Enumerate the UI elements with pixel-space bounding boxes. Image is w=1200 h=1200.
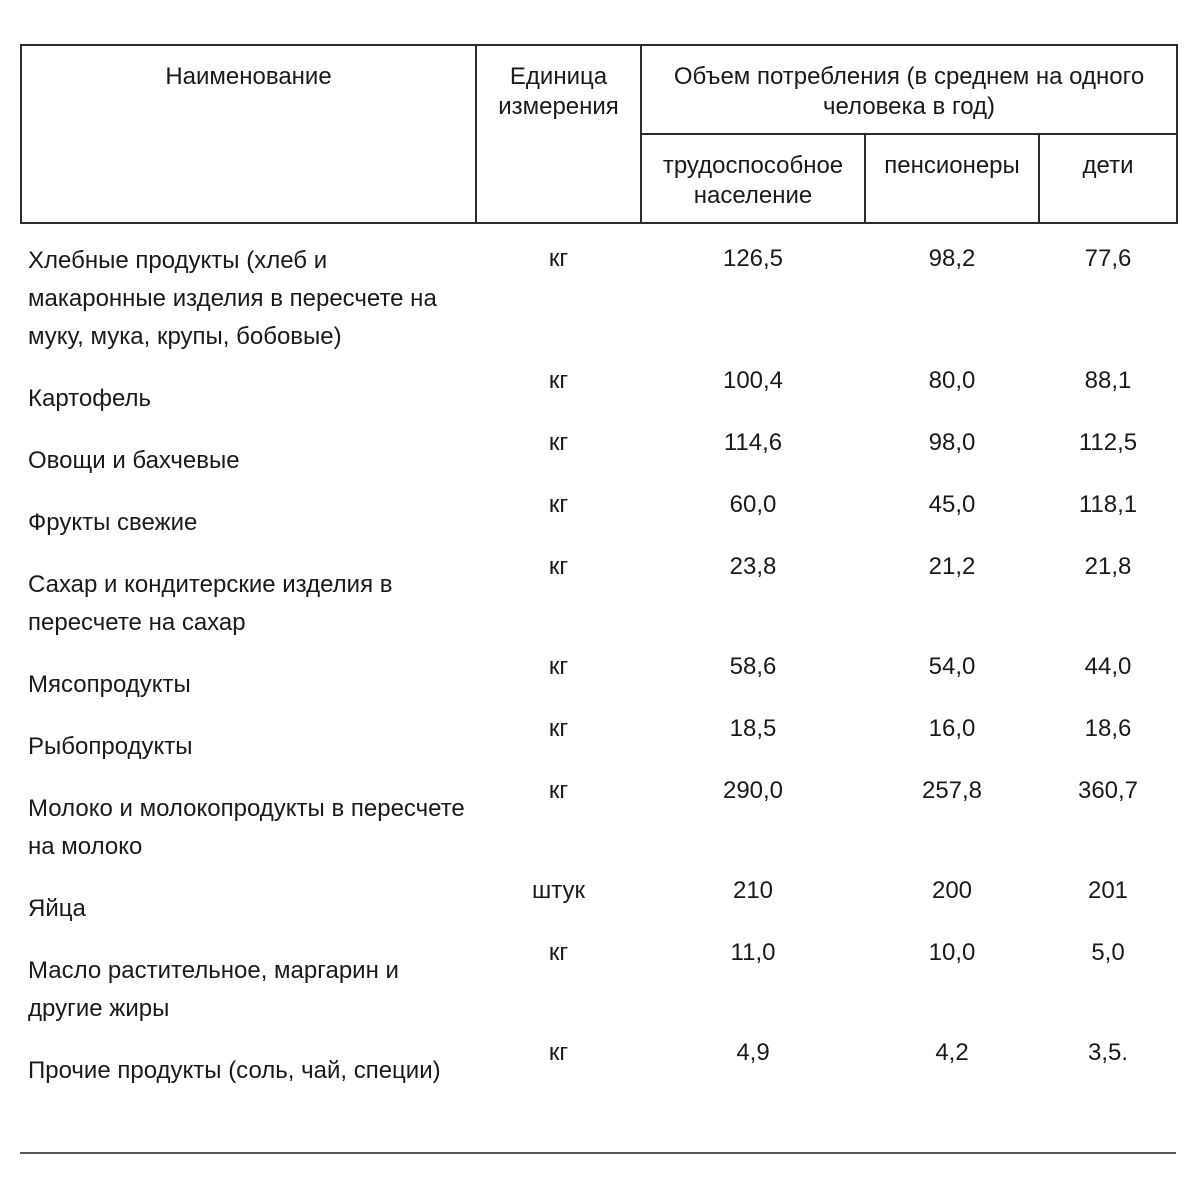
- header-children: дети: [1039, 134, 1177, 223]
- cell-unit: кг: [548, 1039, 569, 1066]
- cell-name: Прочие продукты (соль, чай, специи): [28, 1057, 441, 1084]
- table-body: [21, 223, 1177, 1098]
- table-row: [21, 874, 1177, 936]
- cell-children: 360,7: [1077, 777, 1139, 804]
- cell-pensioners: 21,2: [928, 553, 976, 580]
- cell-pensioners: 257,8: [921, 777, 983, 804]
- table-row: [21, 774, 1177, 874]
- table-row: [21, 488, 1177, 550]
- consumption-table: [20, 44, 1178, 1098]
- cell-working: 23,8: [729, 553, 777, 580]
- cell-pensioners: 4,2: [935, 1039, 969, 1066]
- cell-name: Рыбопродукты: [28, 733, 193, 760]
- cell-unit: кг: [548, 653, 569, 680]
- cell-working: 100,4: [722, 367, 784, 394]
- table-row: [21, 550, 1177, 650]
- cell-unit: кг: [548, 553, 569, 580]
- cell-name: Овощи и бахчевые: [28, 447, 240, 474]
- header-pensioners: пенсионеры: [865, 134, 1039, 223]
- table-row: [21, 364, 1177, 426]
- cell-children: 112,5: [1078, 429, 1138, 456]
- cell-children: 44,0: [1084, 653, 1132, 680]
- cell-working: 126,5: [722, 245, 784, 272]
- table-row: [21, 936, 1177, 1036]
- cell-children: 77,6: [1084, 245, 1132, 272]
- cell-working: 290,0: [722, 777, 784, 804]
- cell-unit: кг: [548, 245, 569, 272]
- cell-children: 18,6: [1084, 715, 1132, 742]
- table-row: [21, 650, 1177, 712]
- bottom-divider: [20, 1152, 1176, 1154]
- cell-children: 5,0: [1091, 939, 1125, 966]
- cell-pensioners: 80,0: [928, 367, 976, 394]
- cell-working: 58,6: [729, 653, 777, 680]
- cell-unit: кг: [548, 367, 569, 394]
- cell-pensioners: 16,0: [928, 715, 976, 742]
- cell-pensioners: 45,0: [928, 491, 976, 518]
- table-row: [21, 223, 1177, 364]
- cell-working: 11,0: [730, 939, 776, 966]
- cell-name: Яйца: [28, 895, 86, 922]
- cell-unit: кг: [548, 491, 569, 518]
- cell-name: Молоко и молокопродукты в пересчете на молоко: [28, 795, 465, 860]
- cell-name: Фрукты свежие: [28, 509, 198, 536]
- cell-pensioners: 10,0: [928, 939, 976, 966]
- cell-pensioners: 54,0: [928, 653, 976, 680]
- table-row: [21, 1036, 1177, 1098]
- cell-unit: кг: [548, 429, 569, 456]
- cell-working: 114,6: [723, 429, 783, 456]
- header-volume: Объем потребления (в среднем на одного человека в год): [641, 45, 1177, 134]
- cell-working: 18,5: [729, 715, 777, 742]
- table-row: [21, 712, 1177, 774]
- header-name: Наименование: [21, 45, 476, 223]
- cell-children: 3,5.: [1087, 1039, 1129, 1066]
- cell-pensioners: 98,2: [928, 245, 976, 272]
- header-unit: Единица измерения: [476, 45, 641, 223]
- table-row: [21, 426, 1177, 488]
- cell-unit: кг: [548, 939, 569, 966]
- cell-working: 60,0: [729, 491, 777, 518]
- cell-name: Масло растительное, маргарин и другие жиры: [28, 957, 399, 1022]
- cell-children: 88,1: [1084, 367, 1132, 394]
- cell-pensioners: 200: [931, 877, 973, 904]
- cell-name: Картофель: [28, 385, 152, 412]
- cell-working: 210: [732, 877, 774, 904]
- cell-children: 118,1: [1078, 491, 1138, 518]
- cell-name: Мясопродукты: [28, 671, 191, 698]
- cell-working: 4,9: [736, 1039, 770, 1066]
- cell-unit: штук: [531, 877, 585, 904]
- cell-children: 21,8: [1084, 553, 1132, 580]
- cell-children: 201: [1087, 877, 1129, 904]
- cell-name: Сахар и кондитерские изделия в пересчете на сахар: [28, 571, 393, 636]
- cell-unit: кг: [548, 777, 569, 804]
- cell-unit: кг: [548, 715, 569, 742]
- header-working: трудоспособное население: [641, 134, 865, 223]
- cell-pensioners: 98,0: [928, 429, 976, 456]
- table-header: [21, 45, 1177, 223]
- cell-name: Хлебные продукты (хлеб и макаронные изделия в пересчете на муку, мука, крупы, бобовые): [28, 247, 437, 350]
